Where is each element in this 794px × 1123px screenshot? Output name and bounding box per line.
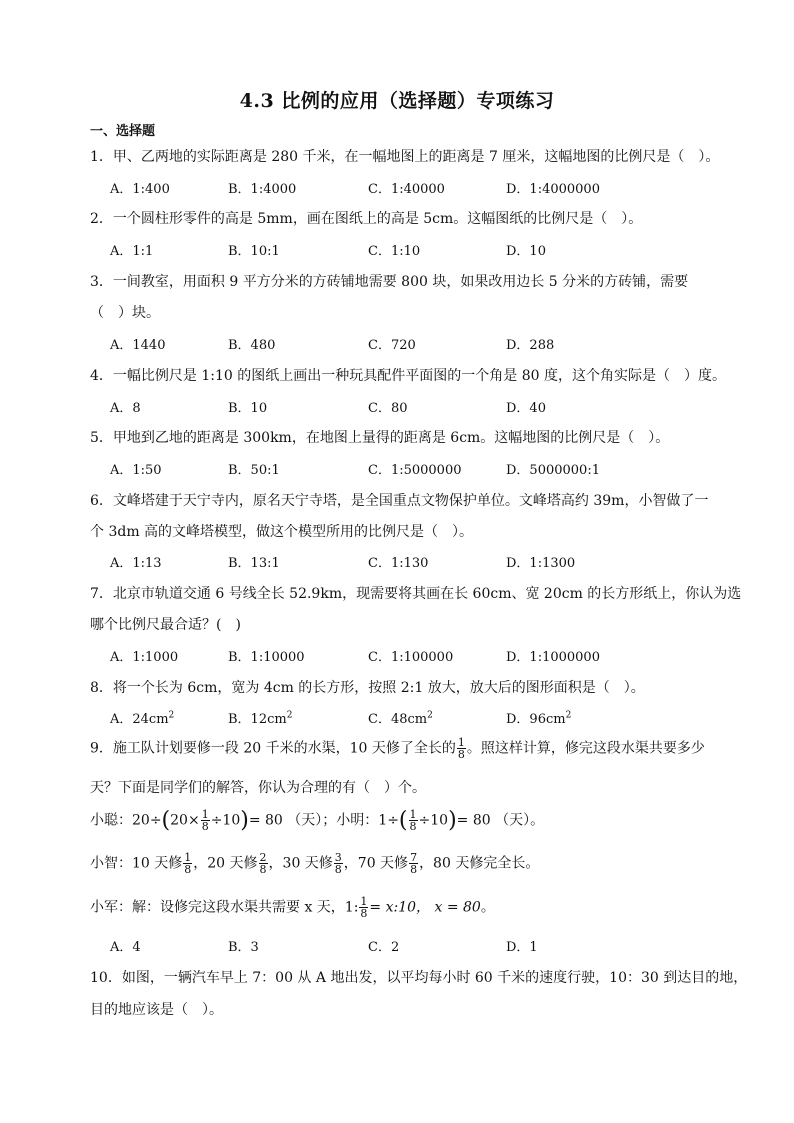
option-c: C．1:5000000: [368, 463, 462, 478]
expr-part: 20×: [170, 812, 200, 829]
option-d: D．1:4000000: [506, 182, 600, 197]
option-c: C．80: [368, 401, 408, 416]
option-a: A．1:13: [110, 556, 162, 571]
question-1: 1．甲、乙两地的实际距离是 280 千米，在一幅地图上的距离是 7 厘米，这幅地图的比例尺是（ ）。: [90, 149, 720, 165]
question-3-line-2: （ ）块。: [90, 305, 160, 321]
option-c: C．2: [368, 940, 400, 955]
text-part: ，20 天修: [193, 855, 258, 872]
option-c: C．720: [368, 338, 416, 353]
option-c: C．1:10: [368, 244, 421, 259]
question-10-line-2: 目的地应该是（ ）。: [90, 1002, 223, 1018]
question-3-line-1: 3．一间教室，用面积 9 平方分米的方砖铺地需要 800 块，如果改用边长 5 分米的方砖铺，需要: [90, 274, 689, 290]
numerator: 1: [457, 736, 465, 749]
fraction-one-eighth: [359, 896, 368, 919]
question-9-line-2: 天？下面是同学们的解答，你认为合理的有（ ）个。: [90, 780, 426, 796]
expr-part: ÷10: [418, 812, 449, 829]
question-7-line-2: 哪个比例尺最合适？( ): [90, 617, 241, 633]
text-part: 小军：解：设修完这段水渠共需要 x 天，: [90, 899, 345, 916]
option-b: B．13:1: [228, 556, 280, 571]
fraction-one-eighth: [409, 809, 418, 832]
expr-part: = x:10，: [369, 899, 431, 916]
option-b: B．1:10000: [228, 650, 305, 665]
option-d: D．10: [506, 244, 546, 259]
option-a: [110, 708, 174, 727]
option-a: A．4: [110, 940, 141, 955]
superscript: 2: [286, 710, 293, 721]
answer-xiaozhi-line: [90, 852, 539, 875]
superscript: 2: [168, 710, 175, 721]
option-b: B．1:4000: [228, 182, 297, 197]
denominator: 8: [259, 863, 267, 876]
option-a: A．1:1: [110, 244, 154, 259]
numerator: 1: [360, 895, 368, 908]
superscript: 2: [565, 710, 572, 721]
numerator: 7: [410, 851, 418, 864]
option-a-text: A．24cm: [110, 712, 169, 727]
option-c: C．1:130: [368, 556, 429, 571]
option-d: D．1: [506, 940, 538, 955]
fraction-one-eighth: [183, 852, 192, 875]
option-a: A．1:1000: [110, 650, 179, 665]
text-part: ，30 天修: [268, 855, 333, 872]
option-b: B．50:1: [228, 463, 280, 478]
expr-part: 20÷: [132, 812, 162, 829]
option-d: D．1:1300: [506, 556, 576, 571]
question-9-text-a: 9．施工队计划要修一段 20 千米的水渠，10 天修了全长的: [90, 740, 456, 757]
question-2: 2．一个圆柱形零件的高是 5mm，画在图纸上的高是 5cm。这幅图纸的比例尺是（ ）。: [90, 211, 643, 227]
option-a: A．1:50: [110, 463, 162, 478]
option-d: D．40: [506, 401, 546, 416]
expr-part: = 80 （天）；小明：: [248, 812, 379, 829]
fraction-seven-eighths: [409, 852, 418, 875]
expr-part: = 80 （天）。: [456, 812, 545, 829]
text-part: ，70 天修: [343, 855, 409, 872]
question-6-line-1: 6．文峰塔建于天宁寺内，原名天宁寺塔，是全国重点文物保护单位。文峰塔高约 39m，小智做了一: [90, 493, 709, 509]
student-label-xiaocong: 小聪：: [90, 812, 132, 829]
option-c-text: C．48cm: [368, 712, 428, 727]
question-9-text-b: 。照这样计算，修完这段水渠共要多少: [466, 740, 705, 757]
option-a: A．1440: [110, 338, 166, 353]
answer-xiaocong-line: [90, 808, 544, 833]
option-c: [368, 708, 433, 727]
question-10-line-1: 10．如图，一辆汽车早上 7：00 从 A 地出发，以平均每小时 60 千米的速度行驶，10：30 到达目的地，: [90, 970, 748, 986]
option-b: B．10:1: [228, 244, 280, 259]
option-b: [228, 708, 292, 727]
question-4: 4．一幅比例尺是 1:10 的图纸上画出一种玩具配件平面图的一个角是 80 度，这个角实际是（ ）度。: [90, 368, 726, 384]
left-paren-icon: (: [161, 808, 171, 833]
student-label-xiaozhi: 小智：: [90, 855, 132, 872]
page-title: 4.3 比例的应用（选择题）专项练习: [239, 90, 555, 112]
numerator: 2: [259, 851, 267, 864]
option-b: B．10: [228, 401, 268, 416]
superscript: 2: [427, 710, 433, 721]
expr-part: 1÷: [378, 812, 399, 829]
text-part: 10 天修: [132, 855, 183, 872]
question-6-line-2: 个 3dm 高的文峰塔模型，做这个模型所用的比例尺是（ ）。: [90, 524, 474, 540]
section-heading: 一、选择题: [90, 124, 156, 139]
question-9-line-1: [90, 737, 705, 760]
fraction-two-eighths: [259, 852, 268, 875]
question-8: 8．将一个长为 6cm，宽为 4cm 的长方形，按照 2:1 放大，放大后的图形面积是（ ）。: [90, 680, 645, 696]
option-d: D．1:1000000: [506, 650, 600, 665]
right-paren-icon: ): [448, 808, 457, 833]
answer-xiaojun-line: [90, 896, 495, 919]
left-paren-icon: (: [398, 808, 408, 833]
option-a: A．8: [110, 401, 141, 416]
question-7-line-1: 7．北京市轨道交通 6 号线全长 52.9km，现需要将其画在长 60cm、宽 20cm 的长方形纸上，你认为选: [90, 586, 742, 602]
option-b: B．3: [228, 940, 259, 955]
expr-part: x = 80: [434, 899, 481, 916]
denominator: 8: [184, 863, 192, 876]
denominator: 8: [334, 863, 342, 876]
numerator: 3: [334, 851, 342, 864]
numerator: 1: [201, 808, 209, 821]
option-a: A．1:400: [110, 182, 170, 197]
expr-part: ÷10: [210, 812, 241, 829]
option-c: C．1:40000: [368, 182, 445, 197]
option-b: B．480: [228, 338, 276, 353]
numerator: 1: [184, 851, 192, 864]
expr-part: 。: [480, 899, 495, 916]
denominator: 8: [457, 748, 465, 761]
text-part: ，80 天修完全长。: [419, 855, 540, 872]
denominator: 8: [409, 820, 417, 833]
right-paren-icon: ): [240, 808, 249, 833]
option-d: D．5000000:1: [506, 463, 600, 478]
question-5: 5．甲地到乙地的距离是 300km，在地图上量得的距离是 6cm。这幅地图的比例尺是（ ）。: [90, 430, 670, 446]
option-b-text: B．12cm: [228, 712, 287, 727]
denominator: 8: [360, 907, 368, 920]
option-d-text: D．96cm: [506, 712, 566, 727]
option-d: D．288: [506, 338, 555, 353]
option-d: [506, 708, 571, 727]
option-c: C．1:100000: [368, 650, 454, 665]
expr-part: 1:: [344, 899, 359, 916]
fraction-one-eighth: [201, 809, 210, 832]
denominator: 8: [201, 820, 209, 833]
fraction-one-eighth: [457, 737, 466, 760]
fraction-three-eighths: [334, 852, 343, 875]
numerator: 1: [409, 808, 417, 821]
denominator: 8: [410, 863, 418, 876]
